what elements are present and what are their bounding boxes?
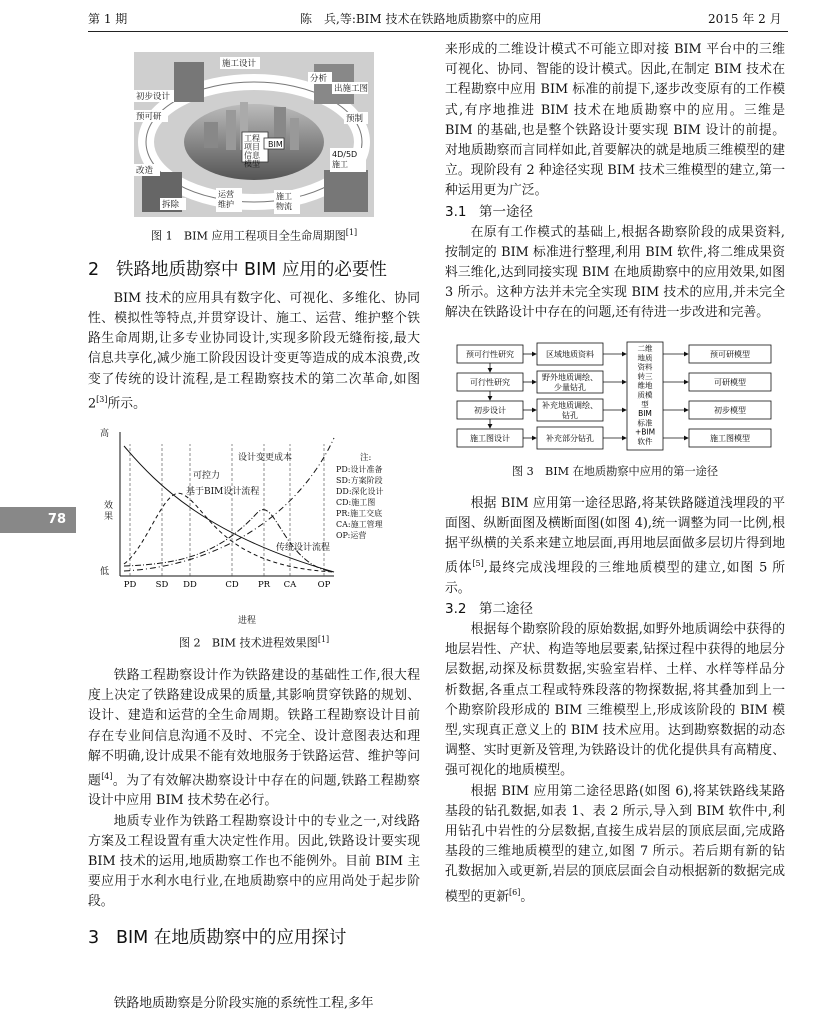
date: 2015 年 2 月 [708, 12, 782, 26]
header-rule [88, 31, 788, 32]
section-3-heading: 3 BIM 在地质勘察中的应用探讨 [88, 927, 347, 948]
section-3-2-paragraph-1: 根据每个勘察阶段的原始数据,如野外地质调绘中获得的地层岩性、产状、构造等地层要素,钻探过程中获得的地层分层数据,动探及标贯数据,实验室岩样、土样、水样等样品分析数据,各重点工程或特殊段落的物探数据,将其叠加到上一个勘察阶段形成的 BIM 三维模型上,形成该阶段的 BIM 模型,实现真正意义上的 BIM 技术应用。达到勘察数据的动态调整、实时更新及管理,为铁路设计的优化提供具有高精度、强可视化的地质模型。 [445, 621, 785, 779]
x-tick-label: SD [155, 580, 169, 591]
label-preliminary: 初步设计 [136, 92, 171, 102]
x-tick-label: OP [317, 580, 331, 591]
left-paragraph-2: 铁路工程勘察设计作为铁路建设的基础性工作,很大程度上决定了铁路建设成果的质量,其影响贯穿铁路的规划、设计、建造和运营的全生命周期。铁路工程勘察设计目前存在专业间信息沟通不及时、不完全、设计意图表达和理解不明确,设计成果不能有效地服务于铁路运营、维护等问题[4]。为了有效解决勘察设计中存在的问题,铁路工程勘察设计中应用 BIM 技术势在必行。 [88, 667, 421, 809]
data-label: 补充地质调绘、钻孔 [542, 400, 598, 420]
note-item: CD:施工图 [336, 498, 376, 508]
process-effect-chart [98, 426, 398, 626]
label-drawing: 出施工图 [334, 84, 369, 94]
note-item: OP:运营 [336, 531, 367, 541]
x-tick-label: PR [257, 580, 271, 591]
conversion-label: 二维地质资料转三维地质模型 BIM 标准+BIM 软件 [634, 343, 656, 446]
label-demolish: 拆除 [162, 200, 180, 210]
first-approach-flowchart [455, 338, 775, 456]
notes-title: 注: [360, 453, 372, 464]
label-analysis: 分析 [310, 74, 328, 84]
running-title: 陈 兵,等:BIM 技术在铁路地质勘察中的应用 [300, 12, 542, 26]
x-tick-label: PD [123, 580, 137, 591]
model-label: 可研模型 [714, 377, 746, 387]
data-label: 区域地质资料 [546, 349, 594, 359]
model-label: 施工图模型 [710, 433, 750, 443]
y-high-label: 高 [100, 429, 110, 440]
right-paragraph-2: 根据 BIM 应用第一途径思路,将某铁路隧道浅埋段的平面图、纵断面图及横断面图(如图 4),统一调整为同一比例,根据平纵横的关系来建立地层面,再用地层面做多层切片得到地质体[5],最终完成浅埋段的三维地质模型的建立,如图 5 所示。 [445, 495, 786, 596]
left-column [88, 40, 420, 957]
x-tick-label: DD [183, 580, 197, 591]
section-3-2-paragraph-2: 根据 BIM 应用第二途径思路(如图 6),将某铁路线某路基段的钻孔数据,如表 1、表 2 所示,导入到 BIM 软件中,利用钻孔中岩性的分层数据,直接生成岩层的顶底层面,完成路基段的三维地质模型的建立,如图 7 所示。若后期有新的钻孔数据加入或更新,岩层的顶底层面会自动根据新的数据完成模型的更新[6]。 [445, 783, 785, 904]
figure-3 [455, 338, 775, 456]
figure-1-caption: 图 1 BIM 应用工程项目全生命周期图[1] [150, 228, 358, 243]
figure-2-caption: 图 2 BIM 技术进程效果图[1] [178, 635, 330, 650]
stage-label: 预可行性研究 [466, 349, 514, 359]
note-item: PR:施工交底 [336, 509, 383, 519]
right-column [445, 40, 785, 907]
model-label: 初步模型 [714, 405, 746, 415]
lifecycle-diagram [134, 52, 374, 217]
curve-label-change-cost: 设计变更成本 [238, 453, 293, 464]
section-3-1-heading: 3.1 第一途径 [445, 203, 533, 220]
figure-3-caption: 图 3 BIM 在地质勘察中应用的第一途径 [511, 464, 719, 478]
note-item: CA:施工管理 [336, 520, 383, 530]
x-axis-label: 进程 [238, 616, 257, 627]
y-low-label: 低 [100, 567, 110, 578]
label-renovate: 改造 [136, 166, 154, 176]
section-3-1-paragraph: 在原有工作模式的基础上,根据各勘察阶段的成果资料,按制定的 BIM 标准进行整理,利用 BIM 软件,将二维成果资料三维化,达到同接实现 BIM 在地质勘察中的应用效果,如图 3 所示。这种方法并未完全实现 BIM 技术的应用,并未完全解决在铁路设计中存在的问题,还有待进一步改进和完善。 [445, 224, 785, 321]
curve-label-traditional: 传统设计流程 [276, 543, 331, 554]
issue: 第 1 期 [88, 12, 128, 26]
curve-label-bim-flow: 基于BIM设计流程 [186, 487, 260, 498]
label-4d5d: 4D/5D 施工 [332, 150, 358, 169]
label-logistics: 施工物流 [276, 192, 292, 211]
page-number: 78 [0, 507, 76, 533]
note-item: DD:深化设计 [336, 487, 384, 497]
section-3-paragraph-start: 铁路地质勘察是分阶段实施的系统性工程,多年 [113, 996, 374, 1011]
stage-label: 初步设计 [474, 405, 506, 415]
label-design: 施工设计 [222, 59, 257, 69]
note-item: PD:设计准备 [336, 465, 383, 475]
section-2-paragraph-1: BIM 技术的应用具有数字化、可视化、多维化、协同性、模拟性等特点,并贯穿设计、施工、运营、维护整个铁路生命周期,让多专业协同设计,实现多阶段无缝衔接,最大信息共享化,减少施工阶段因设计变更等造成的成本浪费,改变了传统的设计流程,是工程勘察技术的第二次革命,如图 2[3]所示。 [88, 290, 420, 412]
x-tick-label: CA [283, 580, 297, 591]
figure-2 [98, 426, 398, 626]
figure-1 [134, 52, 374, 217]
section-3-2-heading: 3.2 第二途径 [445, 600, 533, 617]
label-feasibility: 预可研 [136, 112, 162, 122]
left-paragraph-3: 地质专业作为铁路工程勘察设计中的专业之一,对线路方案及工程设置有重大决定性作用。因此,铁路设计要实现 BIM 技术的运用,地质勘察工作也不能例外。目前 BIM 主要应用于水利水电行业,在地质勘察中的应用尚处于起步阶段。 [88, 813, 420, 910]
model-label: 预可研模型 [710, 349, 750, 359]
data-label: 补充部分钻孔 [546, 433, 594, 443]
x-tick-label: CD [225, 580, 239, 591]
curve-bim-flow [124, 493, 334, 572]
y-axis-label: 效果 [104, 501, 114, 523]
curve-label-controllability: 可控力 [193, 471, 221, 482]
stage-label: 可行性研究 [470, 377, 510, 387]
data-label: 野外地质调绘、少量钻孔 [542, 372, 598, 392]
note-item: SD:方案阶段 [336, 476, 383, 486]
curve-controllability [124, 446, 334, 572]
stage-label: 施工图设计 [470, 433, 510, 443]
label-bim: BIM [268, 140, 283, 149]
label-prefab: 预制 [346, 114, 364, 124]
section-2-heading: 2 铁路地质勘察中 BIM 应用的必要性 [88, 259, 387, 280]
label-operate: 运营维护 [218, 190, 234, 209]
section-3-paragraph-continued: 来形成的二维设计模式不可能立即对接 BIM 平台中的三维可视化、协同、智能的设计模式。因此,在制定 BIM 技术在工程勘察中应用 BIM 标准的前提下,逐步改变原有的工作模式,有序地推进 BIM 技术在地质勘察中的应用。三维是 BIM 的基础,也是整个铁路设计要实现 BIM 设计的前提。对地质勘察而言同样如此,首要解决的就是地质三维模型的建立。现阶段有 2 种途径实现 BIM 技术三维模型的建立,第一种运用更为广泛。 [445, 42, 785, 199]
label-center-model: 工程项目信息模型 [244, 134, 260, 169]
